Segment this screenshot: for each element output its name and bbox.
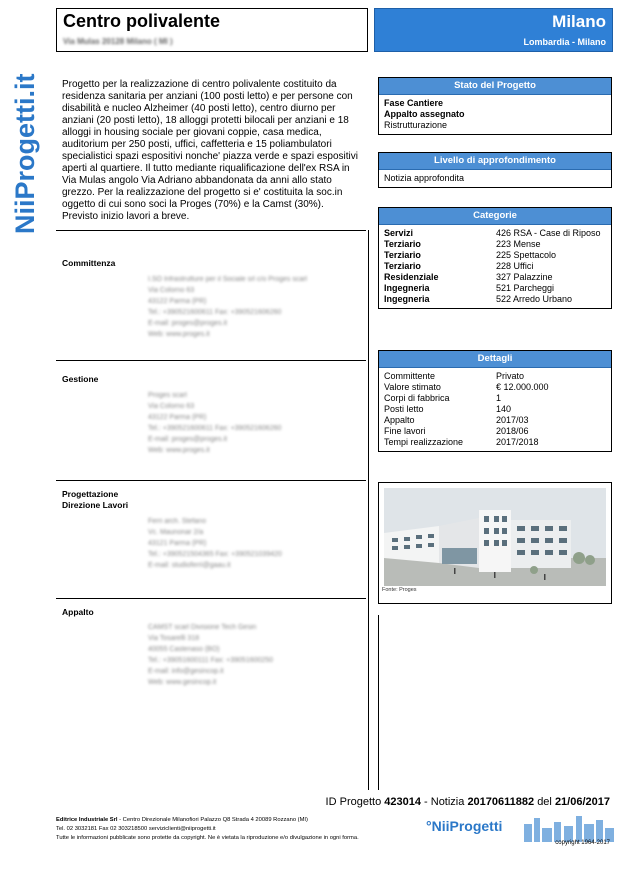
stato-box <box>378 77 612 135</box>
categorie-row: Ingegneria 522 Arredo Urbano <box>384 294 573 304</box>
categorie-row: Servizi 426 RSA - Case di Riposo <box>384 228 601 238</box>
categorie-row: Residenziale 327 Palazzine <box>384 272 553 282</box>
contacts-column <box>56 230 366 790</box>
sidebar-logo <box>4 8 44 238</box>
dettagli-row: Fine lavori 2018/06 <box>384 426 529 436</box>
stato-title: Stato del Progetto <box>379 78 611 95</box>
dettagli-row: Committente Privato <box>384 371 525 381</box>
committenza-label: Committenza <box>62 258 116 268</box>
notizia-date: 21/06/2017 <box>554 796 610 808</box>
photo-caption: Fonte: Proges <box>382 587 417 593</box>
region: Lombardia - Milano <box>523 37 606 47</box>
divider <box>368 598 369 790</box>
sidebar-logo-svg <box>4 8 44 238</box>
svg-text:NiiProgetti.it: NiiProgetti.it <box>10 73 40 234</box>
dettagli-row: Posti letto 140 <box>384 404 512 414</box>
location-header <box>374 8 613 52</box>
categorie-title: Categorie <box>379 208 611 225</box>
city: Milano <box>552 12 606 31</box>
committenza-details: I.SO Infrastrutture per il Sociale srl c/o Proges scarl Via Colorno 63 43122 Parma (PR) Tel.: +390521600611 Fax: +390521606260 E-mail: proges@proges.it Web: www.proges.it <box>148 276 308 338</box>
dettagli-row: Corpi di fabbrica 1 <box>384 393 502 403</box>
stato-appalto: Appalto assegnato <box>384 109 465 119</box>
appalto-details: CAMST scarl Divisione Tech Gesin Via Tosarelli 318 40055 Castenaso (BO) Tel.: +39051600111 Fax: +39051600250 E-mail: info@gesincop.it Web: www.gesincop.it <box>148 624 274 686</box>
livello-box <box>378 152 612 188</box>
project-photo <box>378 482 612 604</box>
notizia-id: 20170611882 <box>467 796 535 808</box>
divider <box>56 230 366 231</box>
stato-tipo: Ristrutturazione <box>384 120 448 130</box>
divider <box>56 598 366 599</box>
divider <box>368 480 369 598</box>
skyline-icon <box>524 814 614 842</box>
footer: Editrice Industriale Srl - Centro Direzionale Milanofiori Palazzo Q8 Strada 4 20089 Rozzano (MI) Tel. 02 3032181 Fax 02 303218500 serviziclienti@niiprogetti.it Tutte le informazioni pubblicate sono protette da copyright. Ne è vietata la riproduzione e/o divulgazione in ogni forma. <box>56 817 359 841</box>
dettagli-row: Appalto 2017/03 <box>384 415 529 425</box>
project-header <box>56 8 368 52</box>
progettazione-details: Ferri arch. Stefano Vc. Maunonar 2/a 43121 Parma (PR) Tel.: +390521504365 Fax: +390521039420 E-mail: studioferri@gaau.it <box>148 518 282 569</box>
dettagli-title: Dettagli <box>379 351 611 368</box>
divider <box>56 360 366 361</box>
divider <box>368 230 369 360</box>
appalto-label: Appalto <box>62 607 94 617</box>
footer-logo-text: °NiiProgetti <box>426 818 503 834</box>
project-title: Centro polivalente <box>63 11 221 31</box>
livello-value: Notizia approfondita <box>384 173 465 183</box>
divider <box>368 360 369 480</box>
categorie-row: Terziario 223 Mense <box>384 239 541 249</box>
categorie-row: Terziario 228 Uffici <box>384 261 534 271</box>
progettazione-label: Progettazione Direzione Lavori <box>62 489 129 510</box>
divider <box>378 615 379 790</box>
project-id-line: ID Progetto 423014 - Notizia 20170611882 del 21/06/2017 <box>325 796 610 808</box>
gestione-label: Gestione <box>62 374 99 384</box>
categorie-row: Terziario 225 Spettacolo <box>384 250 557 260</box>
project-address: Via Mulas 20128 Milano ( MI ) <box>63 37 173 46</box>
stato-fase: Fase Cantiere <box>384 98 444 108</box>
project-id: 423014 <box>384 796 421 808</box>
livello-title: Livello di approfondimento <box>379 153 611 170</box>
dettagli-box <box>378 350 612 452</box>
divider <box>56 480 366 481</box>
gestione-details: Proges scarl Via Colorno 63 43122 Parma (PR) Tel.: +390521600611 Fax: +390521606260 E-mail: proges@proges.it Web: www.proges.it <box>148 392 282 454</box>
categorie-box <box>378 207 612 309</box>
dettagli-row: Tempi realizzazione 2017/2018 <box>384 437 539 447</box>
dettagli-row: Valore stimato € 12.000.000 <box>384 382 549 392</box>
copyright: copyright 1964-2017 <box>555 840 610 846</box>
building-rendering <box>384 488 606 586</box>
categorie-row: Ingegneria 521 Parcheggi <box>384 283 555 293</box>
project-description: Progetto per la realizzazione di centro polivalente costituito da residenza sanitaria per anziani (100 posti letto) e per persone con disabilità e nucleo Alzheimer (40 posti letto), centro diurno per anziani (20 posti letto), 18 alloggi protetti bilocali per anziani e 18 alloggi in housing sociale per giovani coppie, casa medica, auditorium per 250 posti, uffici, caffetteria e 15 poliambulatori specialistici spazi espositivi nonche' piazza verde e spazi espositivi aperti al quartiere. Il tutto mediante riqualificazione dell'ex RSA in Via Mulas angolo Via Adriano abbandonata da anni allo stato grezzo. Per la realizzazione del progetto si e' costituita la soc.in oggetto di cui sono soci la Proges (70%) e la Camst (30%). Previsto inizio lavori a breve. <box>62 79 358 222</box>
